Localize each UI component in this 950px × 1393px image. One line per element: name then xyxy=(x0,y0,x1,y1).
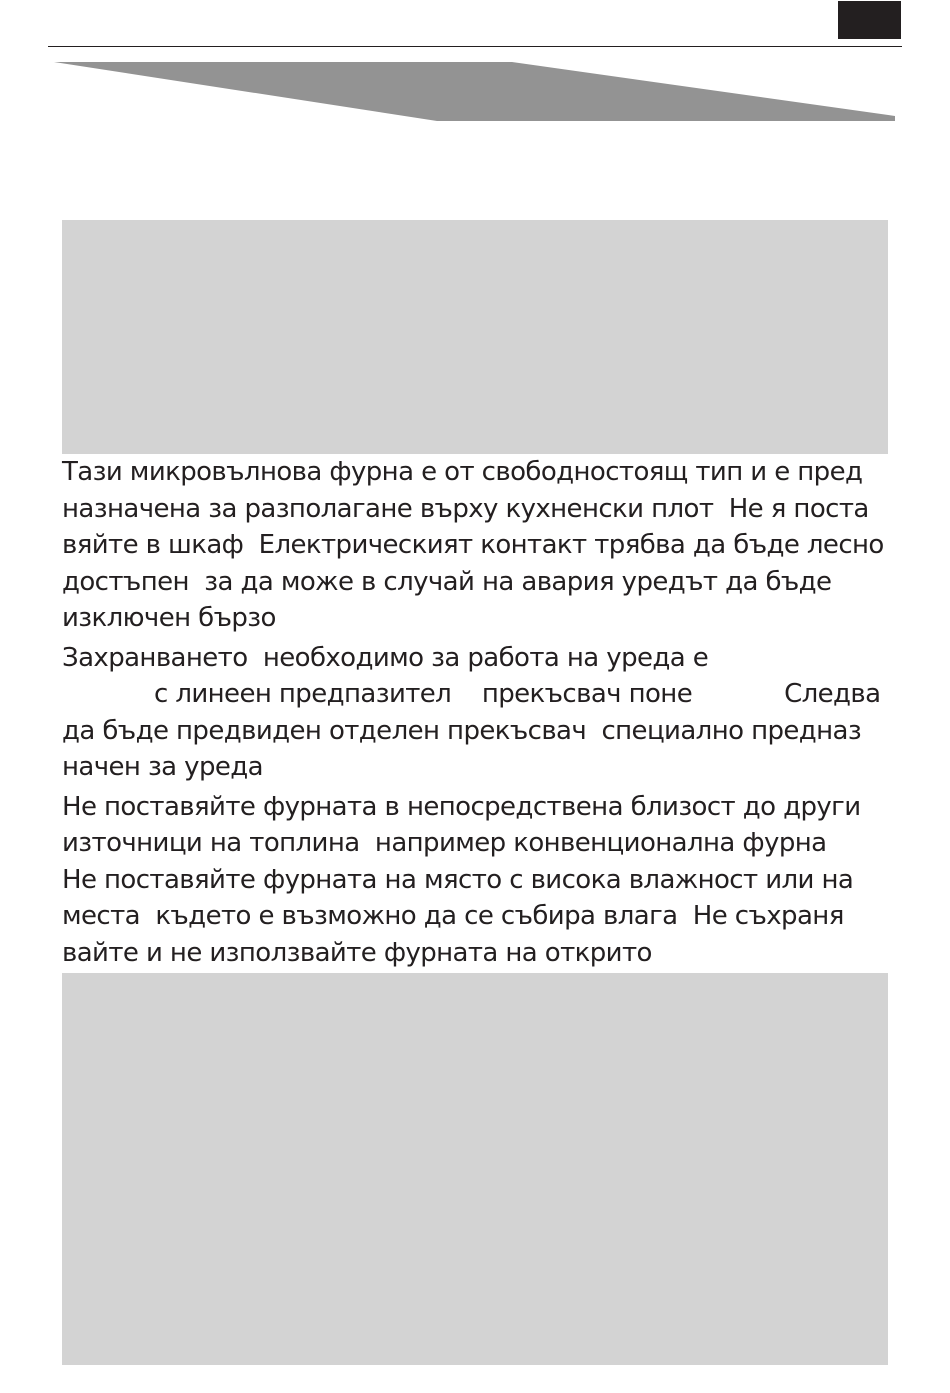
text-line: места където е възможно да се събира влага Не съхраня xyxy=(62,901,844,931)
text-line: достъпен за да може в случай на авария уредът да бъде xyxy=(62,566,832,597)
text-line: назначена за разполагане върху кухненски плот Не я поста xyxy=(62,493,869,524)
paragraph-power-supply xyxy=(62,640,902,786)
text-line: да бъде предвиден отделен прекъсвач специално предназ xyxy=(62,715,862,746)
text-line: с линеен предпазител прекъсвач поне Следва xyxy=(62,679,881,709)
text-line: Не поставяйте фурната на място с висока влажност или на xyxy=(62,864,854,895)
body-text xyxy=(62,454,902,971)
paragraph-humidity xyxy=(62,862,902,972)
image-placeholder-bottom xyxy=(62,973,888,1365)
text-line: Тази микровълнова фурна е от свободностоящ тип и е пред xyxy=(62,457,863,487)
text-line: източници на топлина например конвенционална фурна xyxy=(62,828,827,858)
text-line: начен за уреда xyxy=(62,752,263,782)
text-line: вяйте в шкаф Електрическият контакт трябва да бъде лесно xyxy=(62,530,884,560)
paragraph-installation xyxy=(62,454,902,637)
image-placeholder-top xyxy=(62,220,888,454)
text-line: вайте и не използвайте фурната на открито xyxy=(62,937,652,968)
section-banner xyxy=(0,0,950,140)
text-line: Захранването необходимо за работа на уреда е xyxy=(62,642,709,673)
paragraph-heat-sources xyxy=(62,789,902,862)
text-line: Не поставяйте фурната в непосредствена близост до други xyxy=(62,791,861,822)
text-line: изключен бързо xyxy=(62,603,276,633)
